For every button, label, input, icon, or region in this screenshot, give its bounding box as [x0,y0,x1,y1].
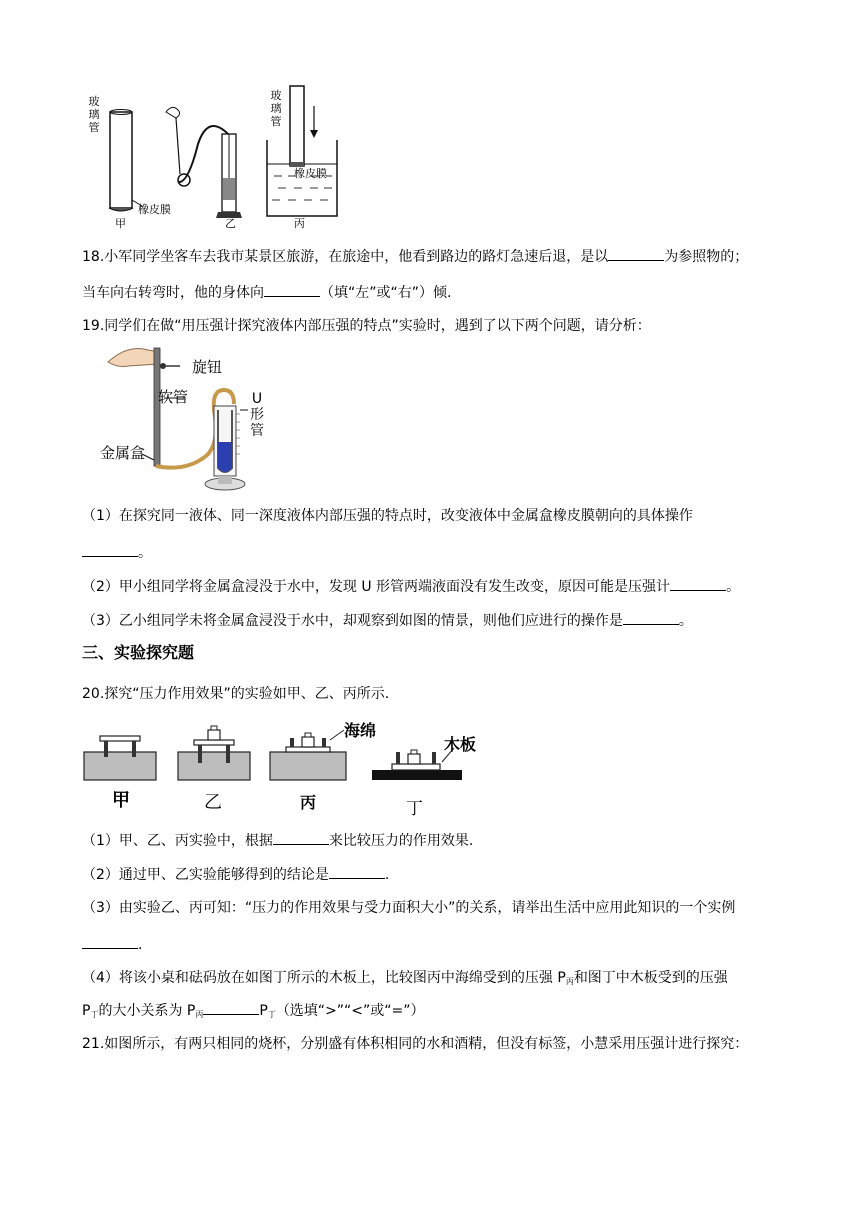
fig17-jia-caption: 甲 [115,217,126,230]
fig19-utube-label-1: U [251,391,263,407]
fig19-box-label: 金属盒 [100,444,146,462]
q19-part3 [82,610,693,631]
q19-part1-line-1: （1）在探究同一液体、同一深度液体内部压强的特点时，改变液体中金属盒橡皮膜朝向的具体操作 [82,508,693,524]
q19-blank-3[interactable] [623,610,679,625]
section-3-title: 三、实验探究题 [82,643,195,662]
q20-part3-end: . [138,937,143,953]
q19-blank-1[interactable] [82,542,138,557]
q20-part1 [82,830,473,851]
q18-line-2 [82,282,451,303]
fig17-bing-label-3: 管 [270,115,282,128]
q18-text-d: （填“左”或“右”）倾. [320,285,452,301]
q20-part4-p2: P [259,1003,268,1019]
q20-part4-line-2 [82,1000,425,1025]
q18-blank-1[interactable] [608,246,664,261]
q20-blank-2[interactable] [329,864,385,879]
q20-stem: 20.探究“压力作用效果”的实验如甲、乙、丙所示. [82,686,390,702]
q20-part4-sub-bing: 丙 [565,977,574,986]
q19-part3-text: （3）乙小组同学未将金属盒浸没于水中，却观察到如图的情景，则他们应进行的操作是 [82,613,623,629]
q19-stem: 19.同学们在做“用压强计探究液体内部压强的特点”实验时，遇到了以下两个问题，请分析： [82,318,651,334]
fig19-knob-label: 旋钮 [192,358,223,376]
fig17-jia-membrane-label: 橡皮膜 [138,203,171,216]
q20-part4-text-f: （选填“>”“<”或“=”） [275,1003,425,1019]
q18-text-c: 当车向右转弯时，他的身体向 [82,285,264,301]
q20-blank-4[interactable] [203,1000,259,1015]
q20-part1-end: 来比较压力的作用效果. [328,833,474,849]
fig19-utube-label-3: 管 [250,423,264,439]
q19-part2 [82,576,740,597]
fig19-hose-label: 软管 [158,388,189,406]
q20-part2-text: （2）通过甲、乙实验能够得到的结论是 [82,867,329,883]
q20-part4-line-1 [82,968,728,992]
figure-17 [82,82,382,232]
q20-part2-end: . [384,867,390,883]
q20-part4-p: P [82,1003,91,1019]
figure-19 [100,340,300,496]
q18-line-1 [82,246,748,267]
q19-part2-text: （2）甲小组同学将金属盒浸没于水中，发现 U 形管两端液面没有发生改变，原因可能是压强计 [82,579,671,595]
q20-part4-sub-bing-2: 丙 [195,1010,204,1019]
q20-blank-1[interactable] [273,830,329,845]
q18-text-b: 为参照物的； [664,249,749,265]
q20-blank-3[interactable] [82,934,138,949]
fig17-bing-label-2: 璃 [270,102,282,115]
fig20-sponge-label: 海绵 [344,721,377,740]
figure-20 [82,716,482,819]
q19-part3-end: 。 [678,613,693,629]
q20-part4-text-d: 的大小关系为 P [98,1003,196,1019]
q19-part1-line-2 [82,542,152,563]
fig17-bing-caption: 丙 [294,217,305,230]
q19-part1-end: 。 [138,545,152,561]
fig17-bing-label-1: 玻 [270,89,282,102]
fig20-caption-yi: 乙 [204,792,222,813]
q20-part3-line-2 [82,934,142,955]
fig17-jia-label-2: 璃 [88,108,100,121]
q20-part2 [82,864,389,885]
q20-part4-text-a: （4）将该小桌和砝码放在如图丁所示的木板上，比较图丙中海绵受到的压强 P [82,970,566,986]
fig20-caption-ding: 丁 [406,799,423,819]
fig17-yi-caption: 乙 [225,217,236,230]
fig17-jia-label-3: 管 [88,121,100,134]
q18-text-a: 18.小军同学坐客车去我市某景区旅游，在旅途中，他看到路边的路灯急速后退，是以 [82,249,609,265]
q20-part3-line-1: （3）由实验乙、丙可知：“压力的作用效果与受力面积大小”的关系，请举出生活中应用此知识的一个实例 [82,900,736,916]
q20-part4-text-b: 和图丁中木板受到的压强 [573,970,728,986]
fig19-utube-label-2: 形 [250,407,264,423]
figure-17-drawing [82,82,382,232]
q20-part4-sub-ding: 丁 [90,1010,99,1019]
q19-blank-2[interactable] [670,576,726,591]
fig20-caption-jia: 甲 [112,790,130,811]
q18-blank-2[interactable] [264,282,320,297]
q20-part1-text: （1）甲、乙、丙实验中，根据 [82,833,273,849]
fig17-bing-membrane-label: 橡皮膜 [294,167,327,180]
q21-stem: 21.如图所示，有两只相同的烧杯，分别盛有体积相同的水和酒精，但没有标签，小慧采用压强计进行探究： [82,1036,749,1052]
q19-part2-end: 。 [726,579,741,595]
fig20-caption-bing: 丙 [300,793,317,812]
fig20-board-label: 木板 [444,735,477,754]
fig17-jia-label-1: 玻 [88,95,100,108]
q20-part4-sub-ding-2: 丁 [267,1010,276,1019]
